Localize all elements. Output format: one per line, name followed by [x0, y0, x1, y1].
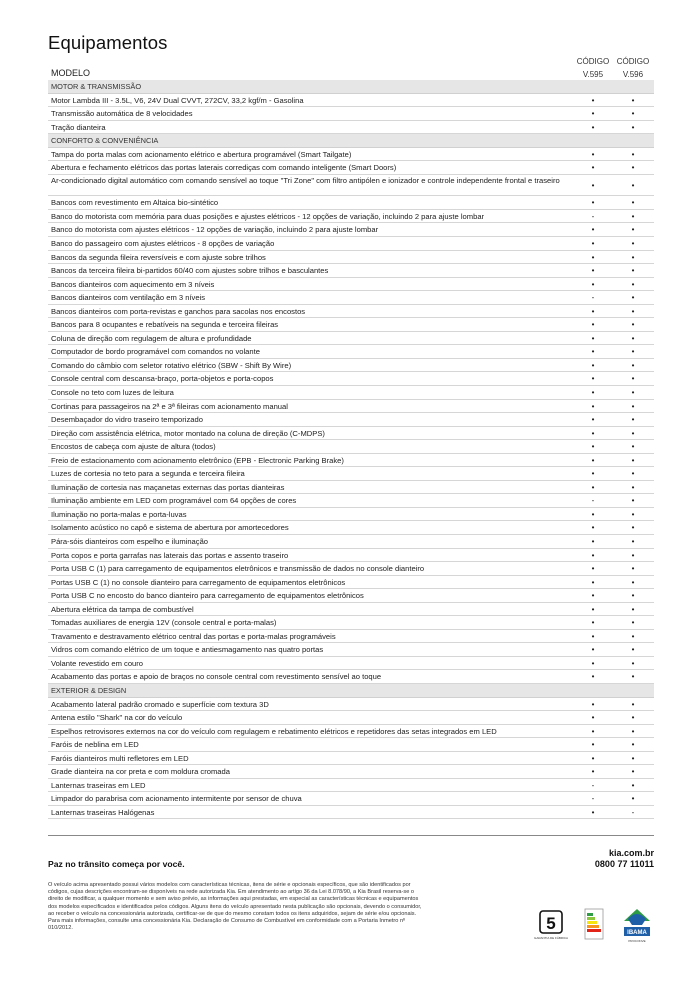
- equipment-name: Bancos para 8 ocupantes e rebatíveis na segunda e terceira fileiras: [51, 320, 279, 330]
- availability-v596: •: [631, 428, 635, 438]
- equipment-name: Encostos de cabeça com ajuste de altura (todos): [51, 442, 216, 452]
- warranty-5-years-logo: [533, 905, 569, 945]
- table-row: [48, 400, 654, 414]
- availability-v595: •: [591, 672, 595, 682]
- table-row: [48, 562, 654, 576]
- equipment-name: Tampa do porta malas com acionamento elétrico e abertura programável (Smart Tailgate): [51, 149, 352, 159]
- availability-v595: •: [591, 225, 595, 235]
- equipment-name: Bancos com revestimento em Altaica bio-sintético: [51, 198, 219, 208]
- availability-v595: •: [591, 455, 595, 465]
- availability-v595: •: [591, 550, 595, 560]
- availability-v595: •: [591, 564, 595, 574]
- availability-v596: •: [631, 122, 635, 132]
- availability-v596: •: [631, 333, 635, 343]
- availability-v595: -: [591, 293, 595, 303]
- equipment-name: Freio de estacionamento com acionamento eletrônico (EPB - Electronic Parking Brake): [51, 455, 344, 465]
- availability-v596: •: [631, 780, 635, 790]
- availability-v596: •: [631, 320, 635, 330]
- availability-v595: -: [591, 794, 595, 804]
- availability-v595: •: [591, 198, 595, 208]
- ibama-caption: PROCONVE: [628, 939, 646, 943]
- section-title: EXTERIOR & DESIGN: [51, 686, 127, 696]
- table-row: [48, 264, 654, 278]
- equipment-name: Computador de bordo programável com comandos no volante: [51, 347, 260, 357]
- table-row: [48, 521, 654, 535]
- availability-v595: •: [591, 401, 595, 411]
- model-label: MODELO: [51, 68, 91, 78]
- availability-v595: •: [591, 726, 595, 736]
- table-row: [48, 752, 654, 766]
- availability-v596: •: [631, 387, 635, 397]
- availability-v595: •: [591, 266, 595, 276]
- equipment-name: Bancos da segunda fileira reversíveis e com ajuste sobre trilhos: [51, 252, 266, 262]
- equipment-name: Iluminação no porta-malas e porta-luvas: [51, 509, 187, 519]
- availability-v595: •: [591, 753, 595, 763]
- code-value: V.596: [622, 70, 644, 79]
- efficiency-label-logo: [583, 905, 605, 945]
- ibama-logo: [620, 905, 654, 945]
- equipment-name: Console central com descansa-braço, porta-objetos e porta-copos: [51, 374, 274, 384]
- table-row: [48, 698, 654, 712]
- table-row: [48, 535, 654, 549]
- availability-v596: •: [631, 523, 635, 533]
- table-row: [48, 440, 654, 454]
- availability-v595: •: [591, 415, 595, 425]
- availability-v596: •: [631, 266, 635, 276]
- table-row: [48, 196, 654, 210]
- availability-v596: •: [631, 604, 635, 614]
- availability-v595: •: [591, 149, 595, 159]
- equipment-table: [48, 80, 654, 819]
- table-row: [48, 657, 654, 671]
- section-title: MOTOR & TRANSMISSÃO: [51, 82, 142, 91]
- availability-v595: •: [591, 645, 595, 655]
- table-row: [48, 332, 654, 346]
- equipment-name: Cortinas para passageiros na 2ª e 3ª fileiras com acionamento manual: [51, 401, 288, 411]
- legal-disclaimer: O veículo acima apresentado possui vários modelos com características técnicas, itens de série e opcionais específicos, que são identificados por códigos, cujas descrições encontram-se disponíveis na rede autorizada Kia. Em atendimento ao artigo 36 da Lei 8.078/90, a Kia Brasil reserva-se o direito de modificar, a qualquer momento e sem aviso prévio, as informações aqui prestadas, em especial as características técnicas e equipamentos dos modelos especificados e identificados pelos códigos. Alguns itens do veículo apresentado nesta publicação são opcionais, devendo o consumidor, ao receber o veículo na concessionária autorizada, certificar-se de que do mesmo constam todos os itens adquiridos, sejam de série e/ou opcionais. Para mais informações, consulte uma concessionária Kia. Declaração de Consumo de Combustível em conformidade com a Portaria Inmetro nº 010/2012.: [48, 882, 422, 932]
- availability-v596: •: [631, 347, 635, 357]
- equipment-name: Bancos dianteiros com porta-revistas e ganchos para sacolas nos encostos: [51, 306, 306, 316]
- slogan: Paz no trânsito começa por você.: [48, 859, 185, 869]
- table-row: [48, 738, 654, 752]
- table-row: [48, 670, 654, 684]
- code-header-label: CÓDIGO: [616, 57, 650, 66]
- availability-v596: •: [631, 564, 635, 574]
- table-row: [48, 630, 654, 644]
- ibama-text: IBAMA: [627, 930, 647, 936]
- availability-v596: •: [631, 163, 635, 173]
- availability-v595: •: [591, 180, 595, 190]
- code-value: V.595: [582, 70, 604, 79]
- table-row: [48, 386, 654, 400]
- availability-v596: •: [631, 279, 635, 289]
- availability-v595: •: [591, 347, 595, 357]
- availability-v595: •: [591, 428, 595, 438]
- table-row: [48, 616, 654, 630]
- availability-v595: -: [591, 211, 595, 221]
- equipment-name: Travamento e destravamento elétrico central das portas e porta-malas programáveis: [51, 631, 336, 641]
- availability-v596: •: [631, 415, 635, 425]
- availability-v596: •: [631, 252, 635, 262]
- availability-v596: •: [631, 618, 635, 628]
- table-row: [48, 508, 654, 522]
- availability-v596: •: [631, 753, 635, 763]
- code-column-2-header: [613, 55, 653, 81]
- equipment-name: Direção com assistência elétrica, motor montado na coluna de direção (C-MDPS): [51, 428, 325, 438]
- page-title: Equipamentos: [48, 32, 168, 53]
- table-row: [48, 318, 654, 332]
- availability-v595: •: [591, 333, 595, 343]
- equipment-name: Motor Lambda III - 3.5L, V6, 24V Dual CVVT, 272CV, 33,2 kgf/m - Gasolina: [51, 95, 304, 105]
- equipment-name: Faróis de neblina em LED: [51, 740, 139, 750]
- availability-v596: •: [631, 591, 635, 601]
- equipment-name: Tração dianteira: [51, 122, 106, 132]
- table-row: [48, 278, 654, 292]
- equipment-name: Iluminação ambiente em LED com programável com 64 opções de cores: [51, 496, 297, 506]
- availability-v595: •: [591, 509, 595, 519]
- equipment-name: Abertura e fechamento elétricos das portas laterais corrediças com comando inteligente (Smart Doors): [51, 163, 397, 173]
- availability-v595: •: [591, 740, 595, 750]
- equipment-name: Acabamento das portas e apoio de braços no console central com revestimento sensível ao toque: [51, 672, 382, 682]
- availability-v596: •: [631, 211, 635, 221]
- availability-v595: •: [591, 537, 595, 546]
- table-row: [48, 359, 654, 373]
- availability-v595: •: [591, 577, 595, 587]
- equipment-name: Volante revestido em couro: [51, 658, 144, 668]
- equipment-name: Tomadas auxiliares de energia 12V (console central e porta-malas): [51, 618, 277, 628]
- equipment-name: Acabamento lateral padrão cromado e superfície com textura 3D: [51, 699, 269, 709]
- availability-v596: •: [631, 631, 635, 641]
- table-row: [48, 345, 654, 359]
- availability-v595: •: [591, 95, 595, 105]
- availability-v595: •: [591, 374, 595, 384]
- table-row: [48, 494, 654, 508]
- equipment-name: Faróis dianteiros multi refletores em LED: [51, 753, 189, 763]
- section-header-row: [48, 684, 654, 698]
- availability-v596: •: [631, 713, 635, 723]
- warranty-caption: GARANTIA DE FÁBRICA: [533, 936, 569, 940]
- availability-v596: •: [631, 109, 635, 119]
- table-row: [48, 467, 654, 481]
- availability-v595: •: [591, 658, 595, 668]
- availability-v595: •: [591, 523, 595, 533]
- availability-v595: •: [591, 238, 595, 248]
- availability-v596: •: [631, 482, 635, 492]
- table-row: [48, 237, 654, 251]
- availability-v596: •: [631, 149, 635, 159]
- table-row: [48, 603, 654, 617]
- availability-v596: •: [631, 225, 635, 235]
- table-row: [48, 210, 654, 224]
- availability-v596: •: [631, 95, 635, 105]
- table-row: [48, 792, 654, 806]
- footer-divider: [48, 835, 654, 836]
- availability-v595: •: [591, 442, 595, 452]
- availability-v596: •: [631, 509, 635, 519]
- availability-v596: •: [631, 577, 635, 587]
- table-row: [48, 413, 654, 427]
- equipment-name: Ar-condicionado digital automático com comando sensível ao toque "Tri Zone" com filtro antipólen e ionizador e controle independente frontal e traseiro: [51, 175, 560, 185]
- phone-number: 0800 77 11011: [594, 859, 654, 869]
- table-row: [48, 725, 654, 739]
- table-row: [48, 589, 654, 603]
- equipment-name: Vidros com comando elétrico de um toque e antiesmagamento nas quatro portas: [51, 645, 324, 655]
- equipment-name: Porta USB C no encosto do banco dianteiro para carregamento de equipamentos eletrônicos: [51, 591, 364, 601]
- availability-v596: •: [631, 794, 635, 804]
- availability-v595: •: [591, 252, 595, 262]
- availability-v596: •: [631, 374, 635, 384]
- availability-v595: -: [591, 780, 595, 790]
- equipment-name: Isolamento acústico no capô e sistema de abertura por amortecedores: [51, 523, 289, 533]
- availability-v596: •: [631, 442, 635, 452]
- table-row: [48, 291, 654, 305]
- availability-v595: •: [591, 469, 595, 479]
- availability-v596: •: [631, 699, 635, 709]
- table-row: [48, 107, 654, 121]
- availability-v596: •: [631, 180, 635, 190]
- availability-v596: •: [631, 293, 635, 303]
- table-row: [48, 779, 654, 793]
- availability-v596: •: [631, 537, 635, 546]
- table-row: [48, 427, 654, 441]
- availability-v595: •: [591, 713, 595, 723]
- table-row: [48, 94, 654, 108]
- section-header-row: [48, 80, 654, 94]
- availability-v595: •: [591, 109, 595, 119]
- table-row: [48, 576, 654, 590]
- table-row: [48, 305, 654, 319]
- availability-v595: •: [591, 767, 595, 777]
- availability-v596: •: [631, 550, 635, 560]
- equipment-name: Pára-sóis dianteiros com espelho e iluminação: [51, 537, 209, 546]
- availability-v595: •: [591, 482, 595, 492]
- table-row: [48, 148, 654, 162]
- availability-v596: •: [631, 360, 635, 370]
- equipment-name: Bancos dianteiros com ventilação em 3 níveis: [51, 293, 206, 303]
- availability-v595: •: [591, 306, 595, 316]
- availability-v596: •: [631, 469, 635, 479]
- equipment-name: Banco do passageiro com ajustes elétricos - 8 opções de variação: [51, 238, 275, 248]
- equipment-name: Porta copos e porta garrafas nas laterais das portas e assento traseiro: [51, 550, 289, 560]
- availability-v596: •: [631, 740, 635, 750]
- availability-v596: •: [631, 401, 635, 411]
- table-row: [48, 161, 654, 175]
- availability-v595: •: [591, 163, 595, 173]
- availability-v595: -: [591, 496, 595, 506]
- availability-v595: •: [591, 279, 595, 289]
- equipment-name: Transmissão automática de 8 velocidades: [51, 109, 193, 119]
- equipment-name: Grade dianteira na cor preta e com moldura cromada: [51, 767, 230, 777]
- equipment-name: Lanternas traseiras Halógenas: [51, 807, 155, 817]
- table-row: [48, 765, 654, 779]
- availability-v595: •: [591, 387, 595, 397]
- availability-v595: •: [591, 320, 595, 330]
- warranty-number: 5: [546, 914, 556, 933]
- equipment-name: Desembaçador do vidro traseiro temporizado: [51, 415, 203, 425]
- availability-v596: •: [631, 455, 635, 465]
- availability-v595: •: [591, 360, 595, 370]
- table-row: [48, 711, 654, 725]
- availability-v596: •: [631, 658, 635, 668]
- availability-v595: •: [591, 699, 595, 709]
- equipment-name: Bancos dianteiros com aquecimento em 3 níveis: [51, 279, 215, 289]
- table-row: [48, 643, 654, 657]
- availability-v596: •: [631, 767, 635, 777]
- equipment-name: Console no teto com luzes de leitura: [51, 387, 174, 397]
- table-row: [48, 121, 654, 135]
- table-row: [48, 223, 654, 237]
- code-column-1-header: [573, 55, 613, 81]
- availability-v595: •: [591, 807, 595, 817]
- code-header-label: CÓDIGO: [576, 57, 610, 66]
- availability-v595: •: [591, 591, 595, 601]
- table-row: [48, 806, 654, 820]
- availability-v596: •: [631, 672, 635, 682]
- equipment-name: Porta USB C (1) para carregamento de equipamentos eletrônicos e transmissão de dados no console dianteiro: [51, 564, 425, 574]
- equipment-name: Bancos da terceira fileira bi-partidos 60/40 com ajustes sobre trilhos e basculantes: [51, 266, 329, 276]
- equipment-name: Coluna de direção com regulagem de altura e profundidade: [51, 333, 252, 343]
- equipment-name: Espelhos retrovisores externos na cor do veículo com regulagem e rebatimento elétricos e repetidores das setas integrados em LED: [51, 726, 497, 736]
- table-row: [48, 251, 654, 265]
- equipment-name: Lanternas traseiras em LED: [51, 780, 146, 790]
- website-link[interactable]: kia.com.br: [608, 848, 654, 858]
- equipment-name: Luzes de cortesia no teto para a segunda e terceira fileira: [51, 469, 245, 479]
- availability-v595: •: [591, 122, 595, 132]
- section-title: CONFORTO & CONVENIÊNCIA: [51, 136, 159, 146]
- table-row: [48, 481, 654, 495]
- availability-v596: -: [631, 807, 635, 817]
- table-row: [48, 372, 654, 386]
- table-row: [48, 549, 654, 563]
- table-row: [48, 175, 654, 197]
- availability-v595: •: [591, 604, 595, 614]
- table-row: [48, 454, 654, 468]
- equipment-name: Iluminação de cortesia nas maçanetas externas das portas dianteiras: [51, 482, 285, 492]
- availability-v596: •: [631, 306, 635, 316]
- availability-v596: •: [631, 726, 635, 736]
- availability-v596: •: [631, 645, 635, 655]
- availability-v595: •: [591, 631, 595, 641]
- availability-v596: •: [631, 496, 635, 506]
- availability-v595: •: [591, 618, 595, 628]
- availability-v596: •: [631, 238, 635, 248]
- equipment-name: Limpador do parabrisa com acionamento intermitente por sensor de chuva: [51, 794, 302, 804]
- equipment-name: Antena estilo "Shark" na cor do veículo: [51, 713, 183, 723]
- equipment-name: Banco do motorista com memória para duas posições e ajustes elétricos - 12 opções de variação, incluindo 2 para ajuste lombar: [51, 211, 485, 221]
- availability-v596: •: [631, 198, 635, 208]
- equipment-name: Comando do câmbio com seletor rotativo elétrico (SBW - Shift By Wire): [51, 360, 292, 370]
- equipment-name: Abertura elétrica da tampa de combustível: [51, 604, 194, 614]
- equipment-name: Portas USB C (1) no console dianteiro para carregamento de equipamentos eletrônicos: [51, 577, 346, 587]
- equipment-name: Banco do motorista com ajustes elétricos - 12 opções de variação, incluindo 2 para ajuste lombar: [51, 225, 379, 235]
- section-header-row: [48, 134, 654, 148]
